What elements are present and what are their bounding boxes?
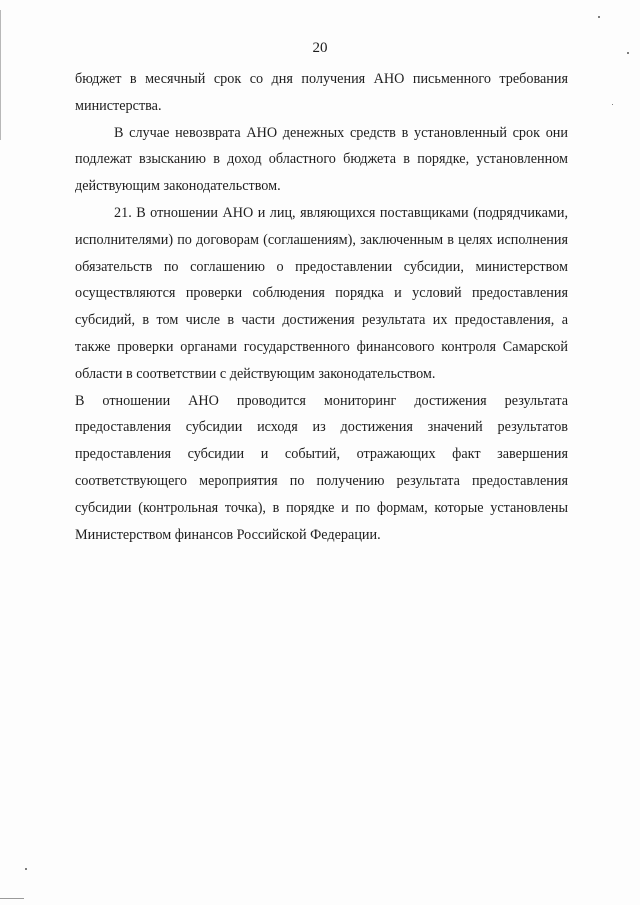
scan-speck xyxy=(25,868,27,870)
paragraph-budget-deadline: бюджет в месячный срок со дня получения АНО письменного требования министерства. xyxy=(75,71,568,114)
paragraph-non-return: В случае невозврата АНО денежных средств в установленный срок они подлежат взысканию в доход областного бюджета в порядке, установленном действующим законодательством. xyxy=(75,124,568,195)
scan-bottom-edge xyxy=(0,898,24,899)
document-body xyxy=(75,66,568,548)
scan-binding-edge xyxy=(0,10,1,140)
paragraph-clause-21: 21. В отношении АНО и лиц, являющихся поставщиками (подрядчиками, исполнителями) по договорам (соглашениям), заключенным в целях исполнения обязательств по соглашению о предоставлении субсидии, министерством осуществляются проверки соблюдения порядка и условий предоставления субсидий, в том числе в части достижения результата их предоставления, а также проверки органами государственного финансового контроля Самарской области в соответствии с действующим законодательством. xyxy=(75,204,568,382)
scan-speck xyxy=(612,104,613,105)
page-number: 20 xyxy=(312,40,328,56)
paragraph-monitoring: В отношении АНО проводится мониторинг достижения результата предоставления субсидии исходя из достижения значений результатов предоставления субсидии и событий, отражающих факт завершения соответствующего мероприятия по получению результата предоставления субсидии (контрольная точка), в порядке и по формам, которые установлены Министерством финансов Российской Федерации. xyxy=(75,392,568,543)
scan-speck xyxy=(598,16,600,18)
